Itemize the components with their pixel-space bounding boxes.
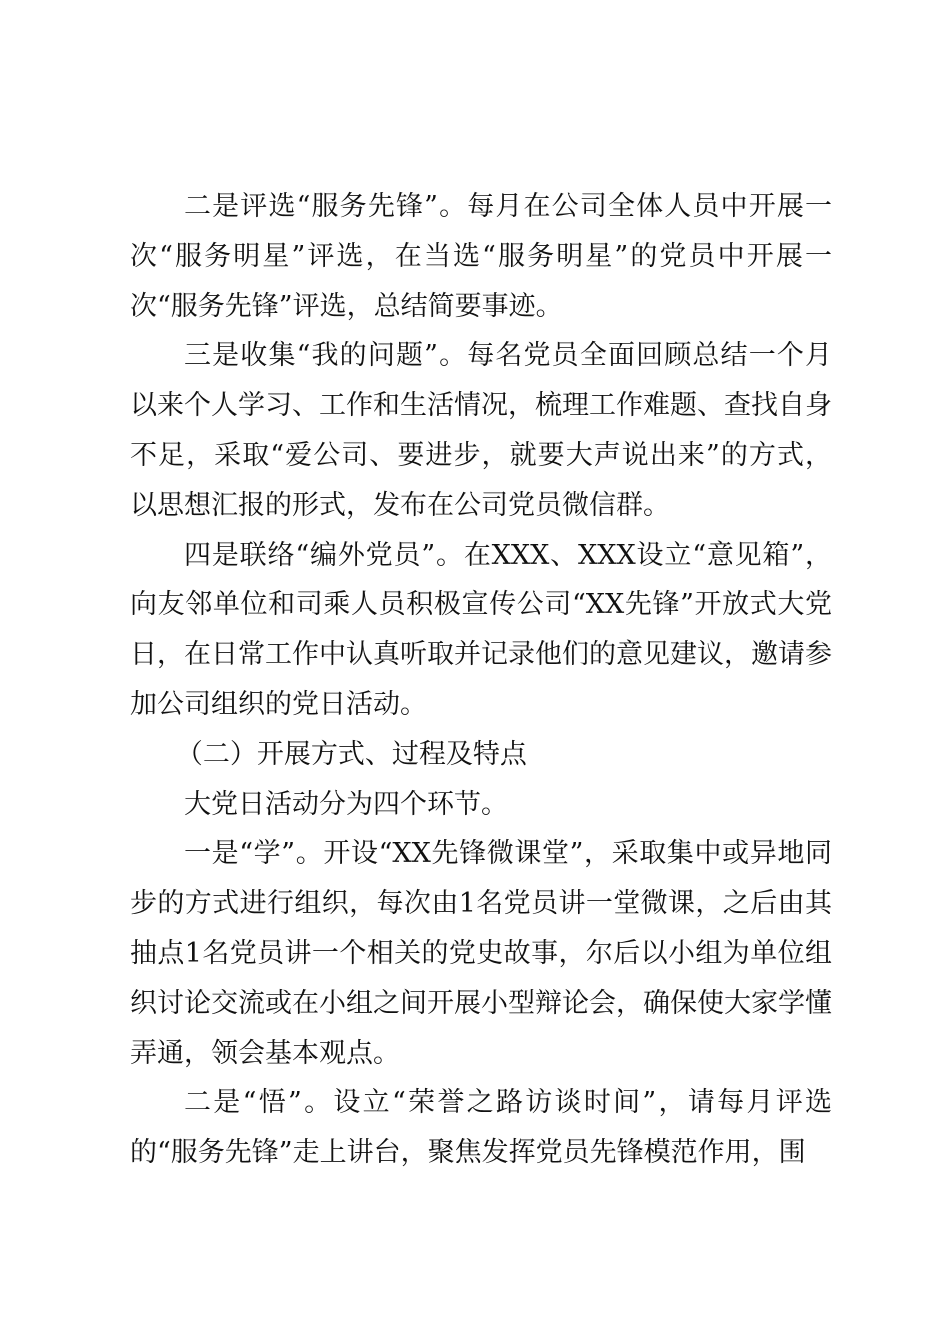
paragraph-external-members: 四是联络“编外党员”。在XXX、XXX设立“意见箱”，向友邻单位和司乘人员积极宣传公司“XX先锋”开放式大党日，在日常工作中认真听取并记录他们的意见建议，邀请参加公司组织的党日活动。: [130, 539, 832, 720]
paragraph-realize: 二是“悟”。设立“荣誉之路访谈时间”，请每月评选的“服务先锋”走上讲台，聚焦发挥党员先锋模范作用，围: [130, 1087, 832, 1169]
paragraph-learn: 一是“学”。开设“XX先锋微课堂”，采取集中或异地同步的方式进行组织，每次由1名党员讲一堂微课，之后由其抽点1名党员讲一个相关的党史故事，尔后以小组为单位组织讨论交流或在小组之间开展小型辩论会，确保使大家学懂弄通，领会基本观点。: [130, 838, 832, 1069]
paragraph-service-pioneer: 二是评选“服务先锋”。每月在公司全体人员中开展一次“服务明星”评选，在当选“服务明星”的党员中开展一次“服务先锋”评选，总结简要事迹。: [130, 191, 832, 322]
document-body: [130, 182, 832, 1178]
paragraph-my-questions: 三是收集“我的问题”。每名党员全面回顾总结一个月以来个人学习、工作和生活情况，梳理工作难题、查找自身不足，采取“爱公司、要进步，就要大声说出来”的方式，以思想汇报的形式，发布在公司党员微信群。: [130, 340, 832, 521]
paragraph-four-stages: 大党日活动分为四个环节。: [184, 788, 508, 820]
section-heading: （二）开展方式、过程及特点: [175, 738, 527, 770]
